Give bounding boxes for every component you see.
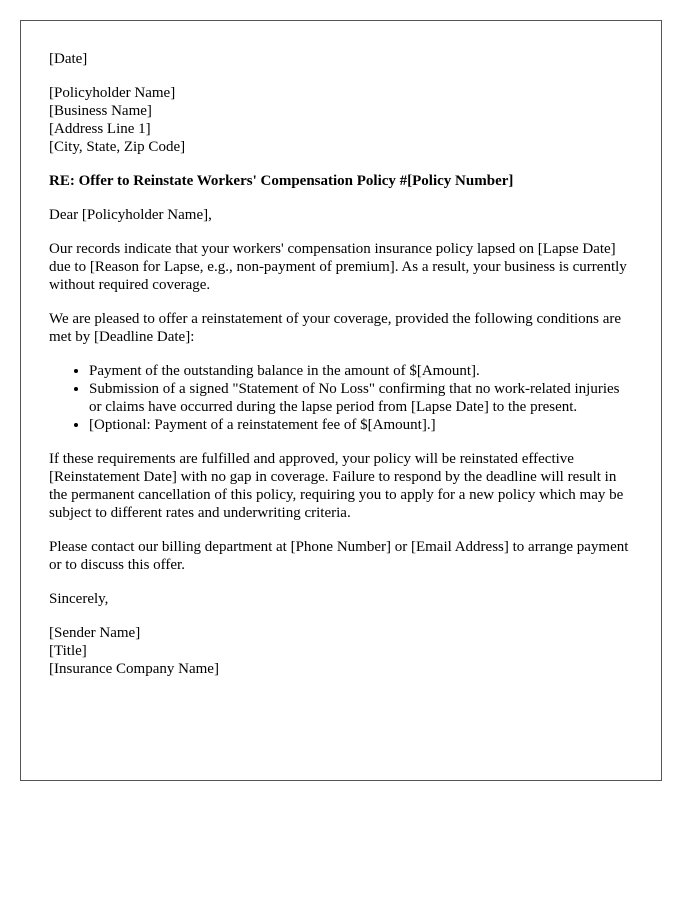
recipient-address — [49, 84, 633, 156]
subject-line: RE: Offer to Reinstate Workers' Compensation Policy #[Policy Number] — [49, 173, 514, 189]
letter-page — [20, 20, 662, 781]
recipient-address-line-1: [Address Line 1] — [49, 121, 151, 137]
recipient-name: [Policyholder Name] — [49, 85, 176, 101]
list-item: • [Optional: Payment of a reinstatement fee of $[Amount].] — [89, 416, 633, 434]
list-item: • Submission of a signed "Statement of No Loss" confirming that no work-related injuries or claims have occurred during the lapse period from [Lapse Date] to the present. — [89, 380, 633, 416]
list-item: • Payment of the outstanding balance in the amount of $[Amount]. — [89, 362, 633, 380]
paragraph-contact: Please contact our billing department at [Phone Number] or [Email Address] to arrange payment or to discuss this offer. — [49, 539, 629, 573]
signature-block — [49, 624, 633, 678]
sender-name: [Sender Name] — [49, 625, 141, 641]
sender-title: [Title] — [49, 643, 87, 659]
recipient-business: [Business Name] — [49, 103, 152, 119]
paragraph-lapse-notice: Our records indicate that your workers' compensation insurance policy lapsed on [Lapse Date] due to [Reason for Lapse, e.g., non-payment of premium]. As a result, your business is currently without required coverage. — [49, 241, 627, 293]
salutation: Dear [Policyholder Name], — [49, 207, 212, 223]
closing: Sincerely, — [49, 591, 109, 607]
recipient-city-state-zip: [City, State, Zip Code] — [49, 139, 186, 155]
date-text: [Date] — [49, 51, 88, 67]
sender-company: [Insurance Company Name] — [49, 661, 219, 677]
paragraph-terms: If these requirements are fulfilled and approved, your policy will be reinstated effective [Reinstatement Date] with no gap in coverage. Failure to respond by the deadline will result in the permanent cancellation of this policy, requiring you to apply for a new policy which may be subject to different rates and underwriting criteria. — [49, 451, 624, 521]
letter-date — [49, 50, 633, 68]
conditions-list — [49, 362, 633, 434]
paragraph-reinstatement-offer: We are pleased to offer a reinstatement of your coverage, provided the following conditions are met by [Deadline Date]: — [49, 311, 622, 345]
